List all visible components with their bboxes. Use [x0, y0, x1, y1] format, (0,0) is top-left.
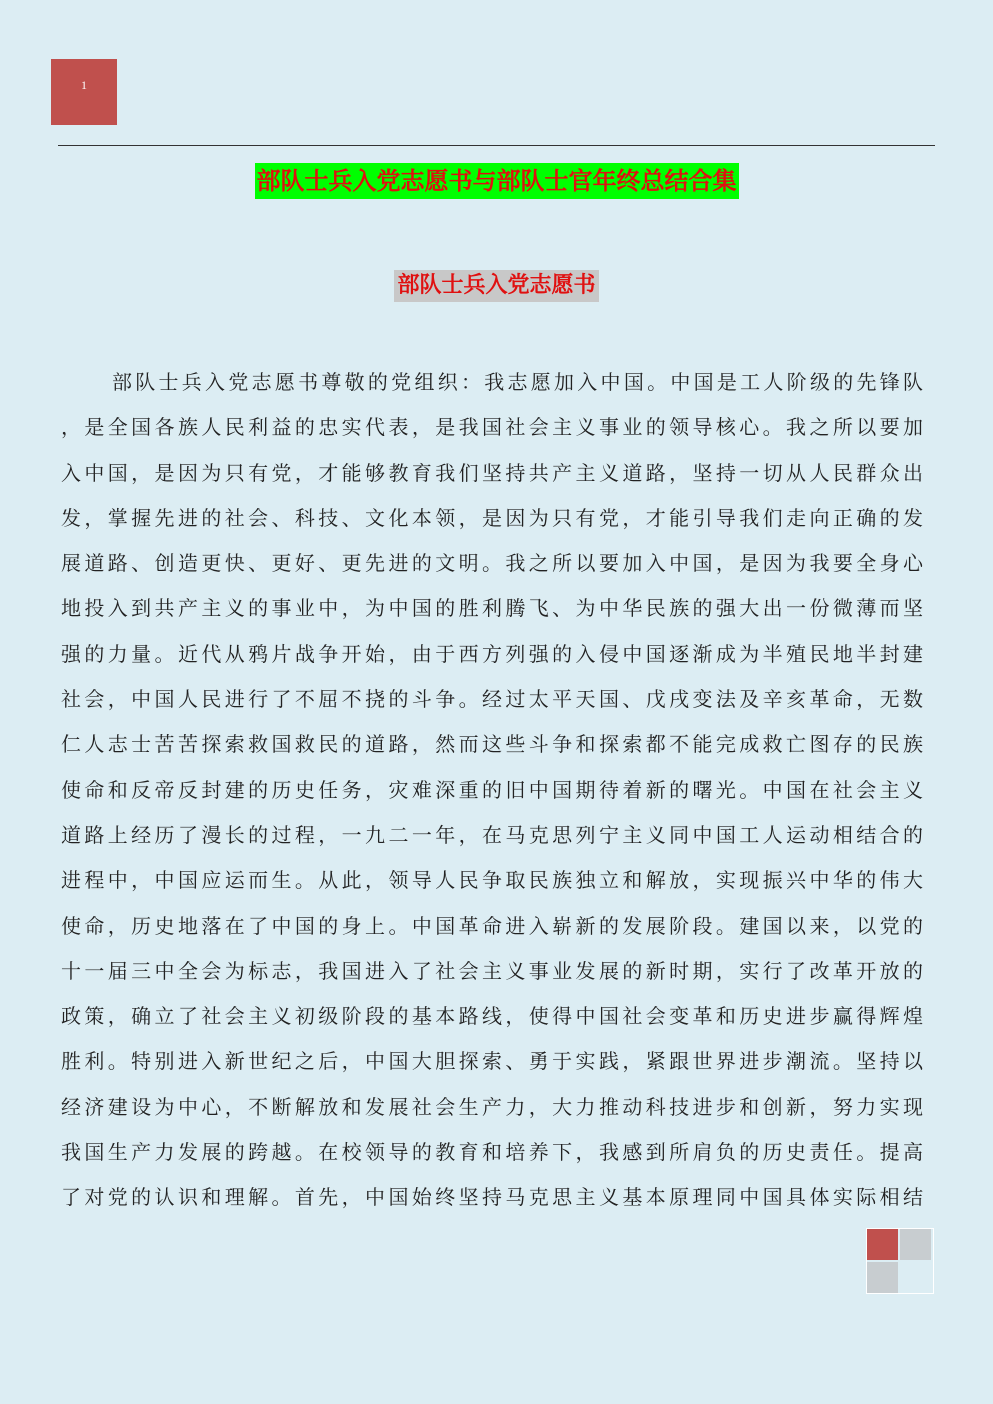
- page-number-badge: [51, 59, 117, 125]
- section-title: 部队士兵入党志愿书: [394, 270, 598, 302]
- body-line: 我国生产力发展的跨越。在校领导的教育和培养下，我感到所肩负的历史责任。提高: [61, 1140, 923, 1165]
- corner-square-grey: [867, 1262, 898, 1293]
- body-line: 仁人志士苦苦探索救国救民的道路，然而这些斗争和探索都不能完成救亡图存的民族: [61, 732, 923, 757]
- corner-square-red: [867, 1229, 898, 1260]
- header-divider: [58, 145, 935, 146]
- body-line: 进程中，中国应运而生。从此，领导人民争取民族独立和解放，实现振兴中华的伟大: [61, 868, 923, 893]
- page-number: 1: [81, 78, 87, 92]
- body-line: 十一届三中全会为标志，我国进入了社会主义事业发展的新时期，实行了改革开放的: [61, 958, 923, 983]
- body-line: 部队士兵入党志愿书尊敬的党组织：我志愿加入中国。中国是工人阶级的先锋队: [112, 370, 923, 394]
- body-line: 政策，确立了社会主义初级阶段的基本路线，使得中国社会变革和历史进步赢得辉煌: [61, 1004, 923, 1029]
- body-line: 胜利。特别进入新世纪之后，中国大胆探索、勇于实践，紧跟世界进步潮流。坚持以: [61, 1049, 923, 1074]
- main-title-container: [0, 163, 993, 199]
- body-line: 使命和反帝反封建的历史任务，灾难深重的旧中国期待着新的曙光。中国在社会主义: [61, 777, 923, 802]
- body-line: 使命，历史地落在了中国的身上。中国革命进入崭新的发展阶段。建国以来，以党的: [61, 913, 923, 938]
- body-line: 展道路、创造更快、更好、更先进的文明。我之所以要加入中国，是因为我要全身心: [61, 551, 923, 576]
- body-line: 入中国，是因为只有党，才能够教育我们坚持共产主义道路，坚持一切从人民群众出: [61, 460, 923, 485]
- section-title-container: [0, 270, 993, 302]
- body-line: 强的力量。近代从鸦片战争开始，由于西方列强的入侵中国逐渐成为半殖民地半封建: [61, 641, 923, 666]
- corner-decoration: [866, 1228, 934, 1294]
- body-line: 道路上经历了漫长的过程，一九二一年，在马克思列宁主义同中国工人运动相结合的: [61, 822, 923, 847]
- body-line: 地投入到共产主义的事业中，为中国的胜利腾飞、为中华民族的强大出一份微薄而坚: [61, 596, 923, 621]
- main-title: 部队士兵入党志愿书与部队士官年终总结合集: [255, 163, 739, 199]
- body-paragraph: [61, 360, 923, 1221]
- corner-square-grey: [900, 1229, 931, 1260]
- body-line: 发，掌握先进的社会、科技、文化本领，是因为只有党，才能引导我们走向正确的发: [61, 505, 923, 530]
- body-line: 社会，中国人民进行了不屈不挠的斗争。经过太平天国、戊戌变法及辛亥革命，无数: [61, 687, 923, 712]
- body-line: ，是全国各族人民利益的忠实代表，是我国社会主义事业的领导核心。我之所以要加: [61, 415, 923, 440]
- body-line: 了对党的认识和理解。首先，中国始终坚持马克思主义基本原理同中国具体实际相结: [61, 1185, 923, 1210]
- body-line: 经济建设为中心，不断解放和发展社会生产力，大力推动科技进步和创新，努力实现: [61, 1094, 923, 1119]
